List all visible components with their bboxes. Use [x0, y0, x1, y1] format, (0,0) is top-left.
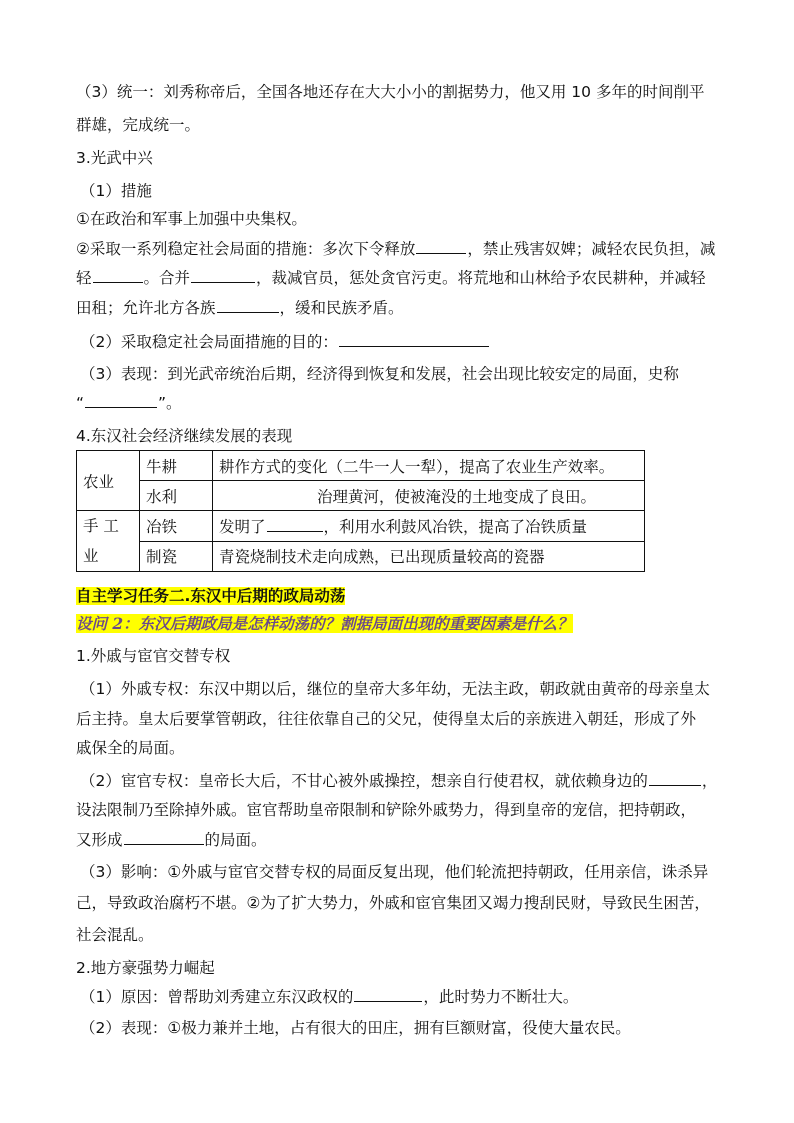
fill-blank[interactable] [217, 298, 279, 313]
text: 社会混乱。 [76, 926, 154, 944]
performance-line1 [80, 364, 679, 384]
measure-2-line3 [76, 298, 404, 318]
cause-line [80, 987, 578, 1007]
item-cell: 制瓷 [140, 541, 213, 572]
text: 轻 [76, 269, 92, 287]
text: （2）表现：①极力兼并土地，占有很大的田庄，拥有巨额财富，役使大量农民。 [80, 1019, 631, 1037]
fill-blank[interactable] [93, 268, 143, 283]
text: （1）原因：曾帮助刘秀建立东汉政权的 [80, 988, 354, 1006]
text: 的局面。 [204, 831, 267, 849]
text: 群雄，完成统一。 [76, 116, 201, 134]
table-row [77, 541, 645, 572]
measure-2-line2 [76, 268, 706, 288]
fill-blank[interactable] [85, 393, 157, 408]
table-row [77, 511, 645, 542]
task-2-question [76, 614, 573, 634]
purpose-question [80, 332, 490, 352]
text: 田租；允许北方各族 [76, 299, 216, 317]
impact-line1 [80, 862, 708, 882]
text: ②采取一系列稳定社会局面的措施：多次下令释放 [76, 240, 416, 258]
desc-cell: 青瓷烧制技术走向成熟，已出现质量较高的瓷器 [213, 541, 645, 572]
relatives-line2 [76, 709, 696, 729]
measure-2-line1 [76, 239, 715, 259]
desc-cell: 耕作方式的变化（二牛一人一犁），提高了农业生产效率。 [213, 451, 645, 481]
highlighted-text: 设问 2：东汉后期政局是怎样动荡的？割据局面出现的重要因素是什么？ [76, 614, 573, 633]
measure-1 [76, 209, 307, 229]
heading-guangwu [76, 148, 153, 168]
fill-blank[interactable] [191, 268, 255, 283]
table-row [77, 481, 645, 511]
fill-blank[interactable] [416, 239, 466, 254]
highlighted-text: 自主学习任务二.东汉中后期的政局动荡 [76, 587, 346, 605]
item-cell: 冶铁 [140, 511, 213, 542]
text: （1）外戚专权：东汉中期以后，继位的皇帝大多年幼，无法主政，朝政就由黄帝的母亲皇太 [80, 680, 710, 698]
text: 己，导致政治腐朽不堪。②为了扩大势力，外戚和宦官集团又竭力搜刮民财，导致民生困苦， [76, 894, 710, 912]
paragraph-unification-1 [76, 82, 704, 102]
eunuchs-line1 [80, 771, 717, 791]
table-row [77, 451, 645, 481]
fill-blank[interactable] [649, 771, 701, 786]
eunuchs-line3 [76, 830, 267, 850]
text: 4.东汉社会经济继续发展的表现 [76, 427, 293, 445]
fill-blank[interactable] [267, 517, 323, 532]
text: 后主持。皇太后要掌管朝政，往往依靠自己的父兄，使得皇太后的亲族进入朝廷，形成了外 [76, 710, 697, 728]
text: ，此时势力不断壮大。 [423, 988, 579, 1006]
text: 2.地方豪强势力崛起 [76, 959, 215, 977]
text: ，禁止残害奴婢；减轻农民负担，减 [467, 240, 716, 258]
text: （2）采取稳定社会局面措施的目的： [80, 333, 338, 351]
impact-line2 [76, 893, 710, 913]
text: ， [701, 772, 718, 790]
fill-blank[interactable] [339, 332, 489, 347]
text: ，缓和民族矛盾。 [279, 299, 404, 317]
text: 3.光武中兴 [76, 149, 153, 167]
performance-line2 [76, 393, 182, 413]
heading-relatives-eunuchs [76, 646, 230, 666]
text: （1）措施 [80, 182, 152, 200]
task-2-title [76, 586, 345, 606]
item-cell: 水利 [140, 481, 213, 511]
text: （3）影响：①外戚与宦官交替专权的局面反复出现，他们轮流把持朝政，任用亲信，诛杀异 [80, 863, 709, 881]
text: 设法限制乃至除掉外戚。宦官帮助皇帝限制和铲除外戚势力，得到皇帝的宠信，把持朝政， [76, 801, 697, 819]
item-cell: 牛耕 [140, 451, 213, 481]
text: “ [76, 394, 85, 412]
desc-cell: 治理黄河，使被淹没的土地变成了良田。 [213, 481, 645, 511]
relatives-line1 [80, 679, 710, 699]
text: （3）表现：到光武帝统治后期，经济得到恢复和发展，社会出现比较安定的局面，史称 [80, 365, 679, 383]
text: ，裁减官员，惩处贪官污吏。将荒地和山林给予农民耕种，并减轻 [256, 269, 706, 287]
relatives-line3 [76, 738, 185, 758]
text: （2）宦官专权：皇帝长大后，不甘心被外戚操控，想亲自行使君权，就依赖身边的 [80, 772, 648, 790]
manifestation-line [80, 1018, 631, 1038]
economy-table [76, 450, 645, 572]
category-cell: 手 工 业 [77, 511, 140, 572]
text: （3）统一：刘秀称帝后，全国各地还存在大大小小的割据势力，他又用 10 多年的时间削平 [76, 83, 705, 101]
heading-local-magnates [76, 958, 215, 978]
text: 1.外戚与宦官交替专权 [76, 647, 231, 665]
heading-economy [76, 426, 292, 446]
subheading-measures [80, 181, 152, 201]
paragraph-unification-2 [76, 115, 200, 135]
text: ①在政治和军事上加强中央集权。 [76, 210, 307, 228]
fill-blank[interactable] [124, 830, 204, 845]
fill-blank[interactable] [354, 987, 422, 1002]
text: 。合并 [143, 269, 191, 287]
desc-cell: 发明了 ，利用水利鼓风冶铁，提高了冶铁质量 [213, 511, 645, 542]
category-cell: 农业 [77, 451, 140, 511]
impact-line3 [76, 925, 154, 945]
text: ”。 [158, 394, 182, 412]
text: 又形成 [76, 831, 123, 849]
eunuchs-line2 [76, 800, 696, 820]
text: 戚保全的局面。 [76, 739, 185, 757]
